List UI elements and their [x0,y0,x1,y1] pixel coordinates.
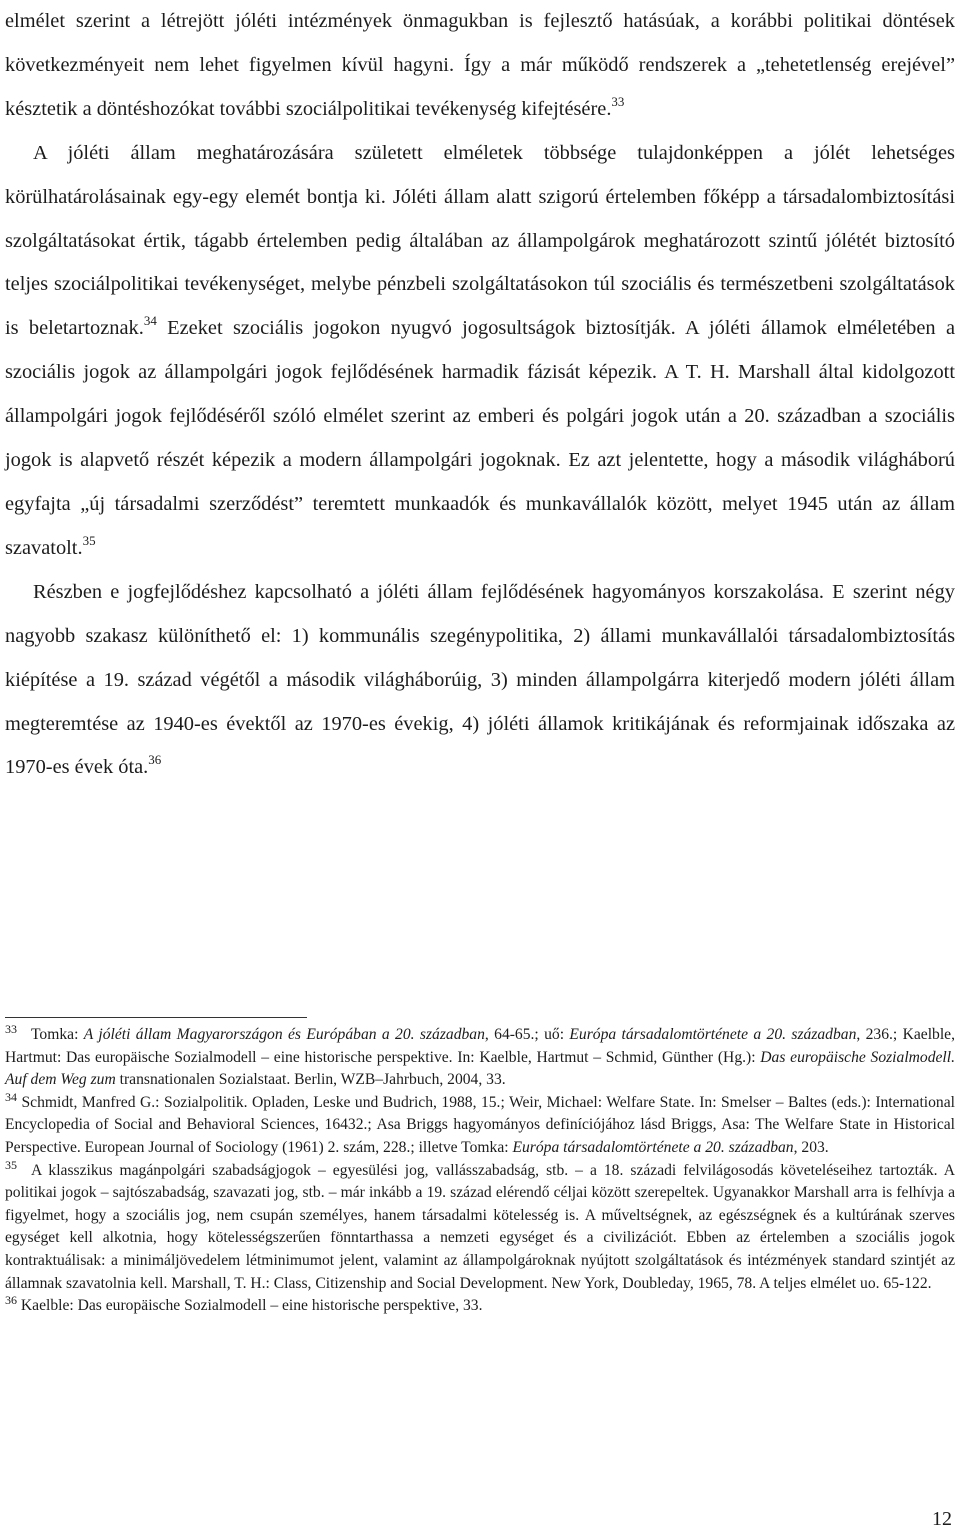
footnote-34-text-1: Schmidt, Manfred G.: Sozialpolitik. Opladen, Leske und Budrich, 1988, 15.; Weir, Michael: Welfare State. In: Smelser – Baltes (eds.): International Encyclopedia of Social and Behavioral Sciences, 16432.; Asa Briggs hagyományos definíciójához lásd Briggs, Asa: The Welfare State in Historical Perspective. European Journal of Sociology (1961) 2. szám, 228.; illetve Tomka: [5,1093,955,1156]
paragraph-2-text-b: Ezeket szociális jogokon nyugvó jogosultságok biztosítják. A jóléti államok elméletében a szociális jogok az állampolgári jogok fejlődésének harmadik fázisát képezik. A T. H. Marshall által kidolgozott állampolgári jogok fejlődéséről szóló elmélet szerint az emberi és polgári jogok után a 20. században a szociális jogok is alapvető részét képezik a modern állampolgári jogoknak. Ez azt jelentette, hogy a második világháború egyfajta „új társadalmi szerződést” teremtett munkaadók és munkavállalók között, melyet 1945 után az állam szavatolt. [5,317,955,559]
footnote-33-title-1: A jóléti állam Magyarországon és Európában a 20. században [83,1026,485,1043]
footnote-34 [5,1089,955,1160]
footnote-ref-34[interactable]: 34 [143,313,157,329]
footnote-36 [5,1295,955,1318]
footnote-33-title-2: Európa társadalomtörténete a 20. században [569,1026,857,1043]
footnote-33-text-4: transnationalen Sozialstaat. Berlin, WZB–Jahrbuch, 2004, 33. [115,1071,506,1089]
footnote-separator [5,1017,307,1018]
page-number: 12 [932,1508,952,1530]
footnote-number-35: 35 [5,1157,17,1172]
footnote-34-text-2: , 203. [793,1138,829,1156]
footnotes [5,1024,955,1318]
footnote-number-34: 34 [5,1089,17,1104]
footnote-33-text-3: , 236.; Kaelble, Hartmut: Das europäische Sozialmodell – eine historische perspektive. In: Kaelble, Hartmut – Schmid, Günther (Hg.): [5,1026,955,1066]
paragraph-1 [5,0,955,132]
footnote-33-text-1: Tomka: [31,1026,84,1043]
footnote-number-33: 33 [5,1022,17,1036]
footnote-36-text: Kaelble: Das europäische Sozialmodell – eine historische perspektive, 33. [17,1297,483,1315]
footnote-33 [5,1024,955,1092]
main-text [5,0,955,790]
footnote-ref-35[interactable]: 35 [82,532,96,548]
paragraph-1-text: elmélet szerint a létrejött jóléti intézmények önmagukban is fejlesztő hatásúak, a korábbi politikai döntések következményeit nem lehet figyelmen kívül hagyni. Így a már működő rendszerek a „tehetetlenség erejével” késztetik a döntéshozókat további szociálpolitikai tevékenység kifejtésére. [5,10,955,120]
footnote-34-title-1: Európa társadalomtörténete a 20. században [512,1138,794,1156]
footnote-33-text-2: , 64-65.; uő: [484,1026,570,1043]
paragraph-3 [5,571,955,791]
footnote-35 [5,1157,955,1296]
footnote-ref-33[interactable]: 33 [611,93,625,109]
footnote-35-text: A klasszikus magánpolgári szabadságjogok – egyesülési jog, vallásszabadság, stb. – a 18. századi felvilágosodás követeléseihez tartozták. A politikai jogok – sajtószabadság, szavazati jog, stb. – már inkább a 19. század elérendő céljai között szerepeltek. Ugyanakkor Marshall arra is felhívja a figyelmet, hogy a szociális jog, nem csupán személyes, hanem társadalmi kötelesség is. A műveltségnek, az egészségnek és a kultúrának szerves egységet kell alkotnia, hogy kötelességszerűen fönntarthassa a nemzeti egységet és a civilizációt. Ebben az értelemben a szociális jogok kontraktuálisak: a minimáljövedelem létminimumot jelent, valamint az állampolgároknak nyújtott szolgáltatások és intézmények standard szintjét az államnak szavatolnia kell. Marshall, T. H.: Class, Citizenship and Social Development. New York, Doubleday, 1965, 78. A teljes elmélet uo. 65-122. [5,1161,955,1292]
paragraph-2-text-a: A jóléti állam meghatározására született elméletek többsége tulajdonképpen a jólét lehetséges körülhatárolásainak egy-egy elemét bontja ki. Jóléti állam alatt szigorú értelemben főképp a társadalombiztosítási szolgáltatásokat értik, tágabb értelemben pedig általában az állampolgárok meghatározott szintű jólétét biztosító teljes szociálpolitikai tevékenységet, melybe pénzbeli szolgáltatásokon túl szociális és természetbeni szolgáltatások is beletartoznak. [5,141,955,340]
paragraph-2 [5,132,955,571]
footnote-33-title-3: Das europäische Sozialmodell. Auf dem Weg zum [5,1048,955,1089]
paragraph-3-text: Részben e jogfejlődéshez kapcsolható a jóléti állam fejlődésének hagyományos korszakolása. E szerint négy nagyobb szakasz különíthető el: 1) kommunális szegénypolitika, 2) állami munkavállalói társadalombiztosítás kiépítése a 19. század végétől a második világháborúig, 3) minden állampolgárra kiterjedő modern jóléti állam megteremtése az 1940-es évektől az 1970-es évekig, 4) jóléti államok kritikájának és reformjainak időszaka az 1970-es évek óta. [5,580,955,779]
footnote-number-36: 36 [5,1293,17,1308]
footnote-ref-36[interactable]: 36 [148,752,162,768]
